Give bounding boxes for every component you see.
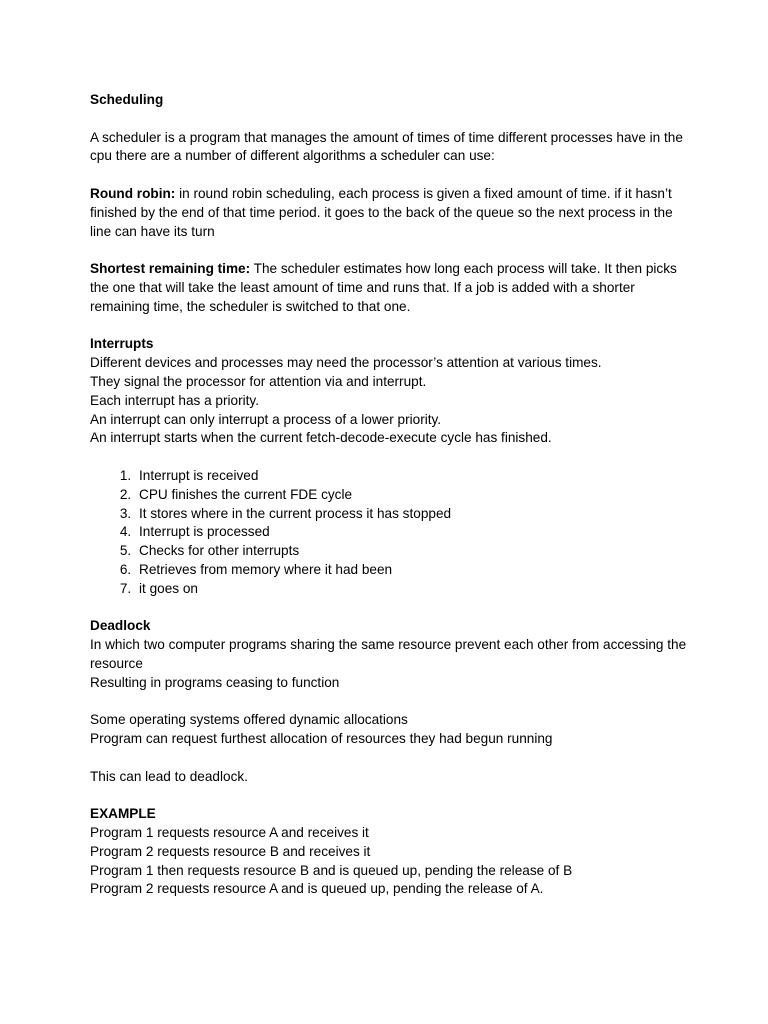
spacer: [90, 241, 690, 260]
list-item: 6. Retrieves from memory where it had been: [135, 561, 690, 580]
dynamic-allocation-line: Some operating systems offered dynamic allocations: [90, 712, 408, 728]
spacer: [90, 786, 690, 805]
deadlock-lead: This can lead to deadlock.: [90, 768, 248, 784]
deadlock-definition: In which two computer programs sharing the same resource prevent each other from accessing the resource: [90, 637, 687, 671]
list-item: 7. it goes on: [135, 580, 690, 599]
interrupts-line: They signal the processor for attention via and interrupt.: [90, 373, 427, 389]
srt-paragraph: [90, 260, 690, 316]
example-line: Program 2 requests resource A and is queued up, pending the release of A.: [90, 881, 544, 897]
spacer: [90, 749, 690, 768]
srt-label: Shortest remaining time:: [90, 261, 251, 277]
spacer: [90, 110, 690, 129]
example-heading: EXAMPLE: [90, 806, 156, 822]
scheduling-heading: Scheduling: [90, 92, 164, 107]
spacer: [90, 599, 690, 618]
spacer: [90, 693, 690, 712]
round-robin-text: in round robin scheduling, each process is given a fixed amount of time. if it hasn’t finished by the end of that time period. it goes to the back of the queue so the next process in the line can have its turn: [90, 185, 673, 239]
example-line: Program 1 then requests resource B and is queued up, pending the release of B: [90, 862, 573, 878]
interrupts-line: An interrupt starts when the current fetch-decode-execute cycle has finished.: [90, 430, 552, 446]
list-item: 5. Checks for other interrupts: [135, 542, 690, 561]
interrupt-steps-list: [90, 467, 690, 599]
deadlock-heading: Deadlock: [90, 618, 151, 634]
round-robin-label: Round robin:: [90, 185, 176, 201]
dynamic-allocation-line: Program can request furthest allocation of resources they had begun running: [90, 731, 553, 747]
spacer: [90, 448, 690, 467]
deadlock-result: Resulting in programs ceasing to function: [90, 674, 340, 690]
list-item: 4. Interrupt is processed: [135, 523, 690, 542]
list-item: 2. CPU finishes the current FDE cycle: [135, 486, 690, 505]
interrupts-line: Each interrupt has a priority.: [90, 392, 259, 408]
scheduling-intro: A scheduler is a program that manages the amount of times of time different processes have in the cpu there are a number of different algorithms a scheduler can use:: [90, 129, 683, 164]
spacer: [90, 317, 690, 336]
document-page: [90, 91, 690, 899]
list-item: 1. Interrupt is received: [135, 467, 690, 486]
srt-text: The scheduler estimates how long each process will take. It then picks the one that will take the least amount of time and runs that. If a job is added with a shorter remaining time, the scheduler is switched to that one.: [90, 261, 677, 314]
interrupts-line: Different devices and processes may need the processor’s attention at various times.: [90, 355, 602, 371]
interrupts-line: An interrupt can only interrupt a process of a lower priority.: [90, 411, 442, 427]
spacer: [90, 166, 690, 185]
interrupts-heading: Interrupts: [90, 336, 154, 352]
example-line: Program 2 requests resource B and receives it: [90, 843, 371, 859]
list-item: 3. It stores where in the current process it has stopped: [135, 505, 690, 524]
round-robin-paragraph: [90, 185, 690, 241]
example-line: Program 1 requests resource A and receives it: [90, 825, 369, 841]
